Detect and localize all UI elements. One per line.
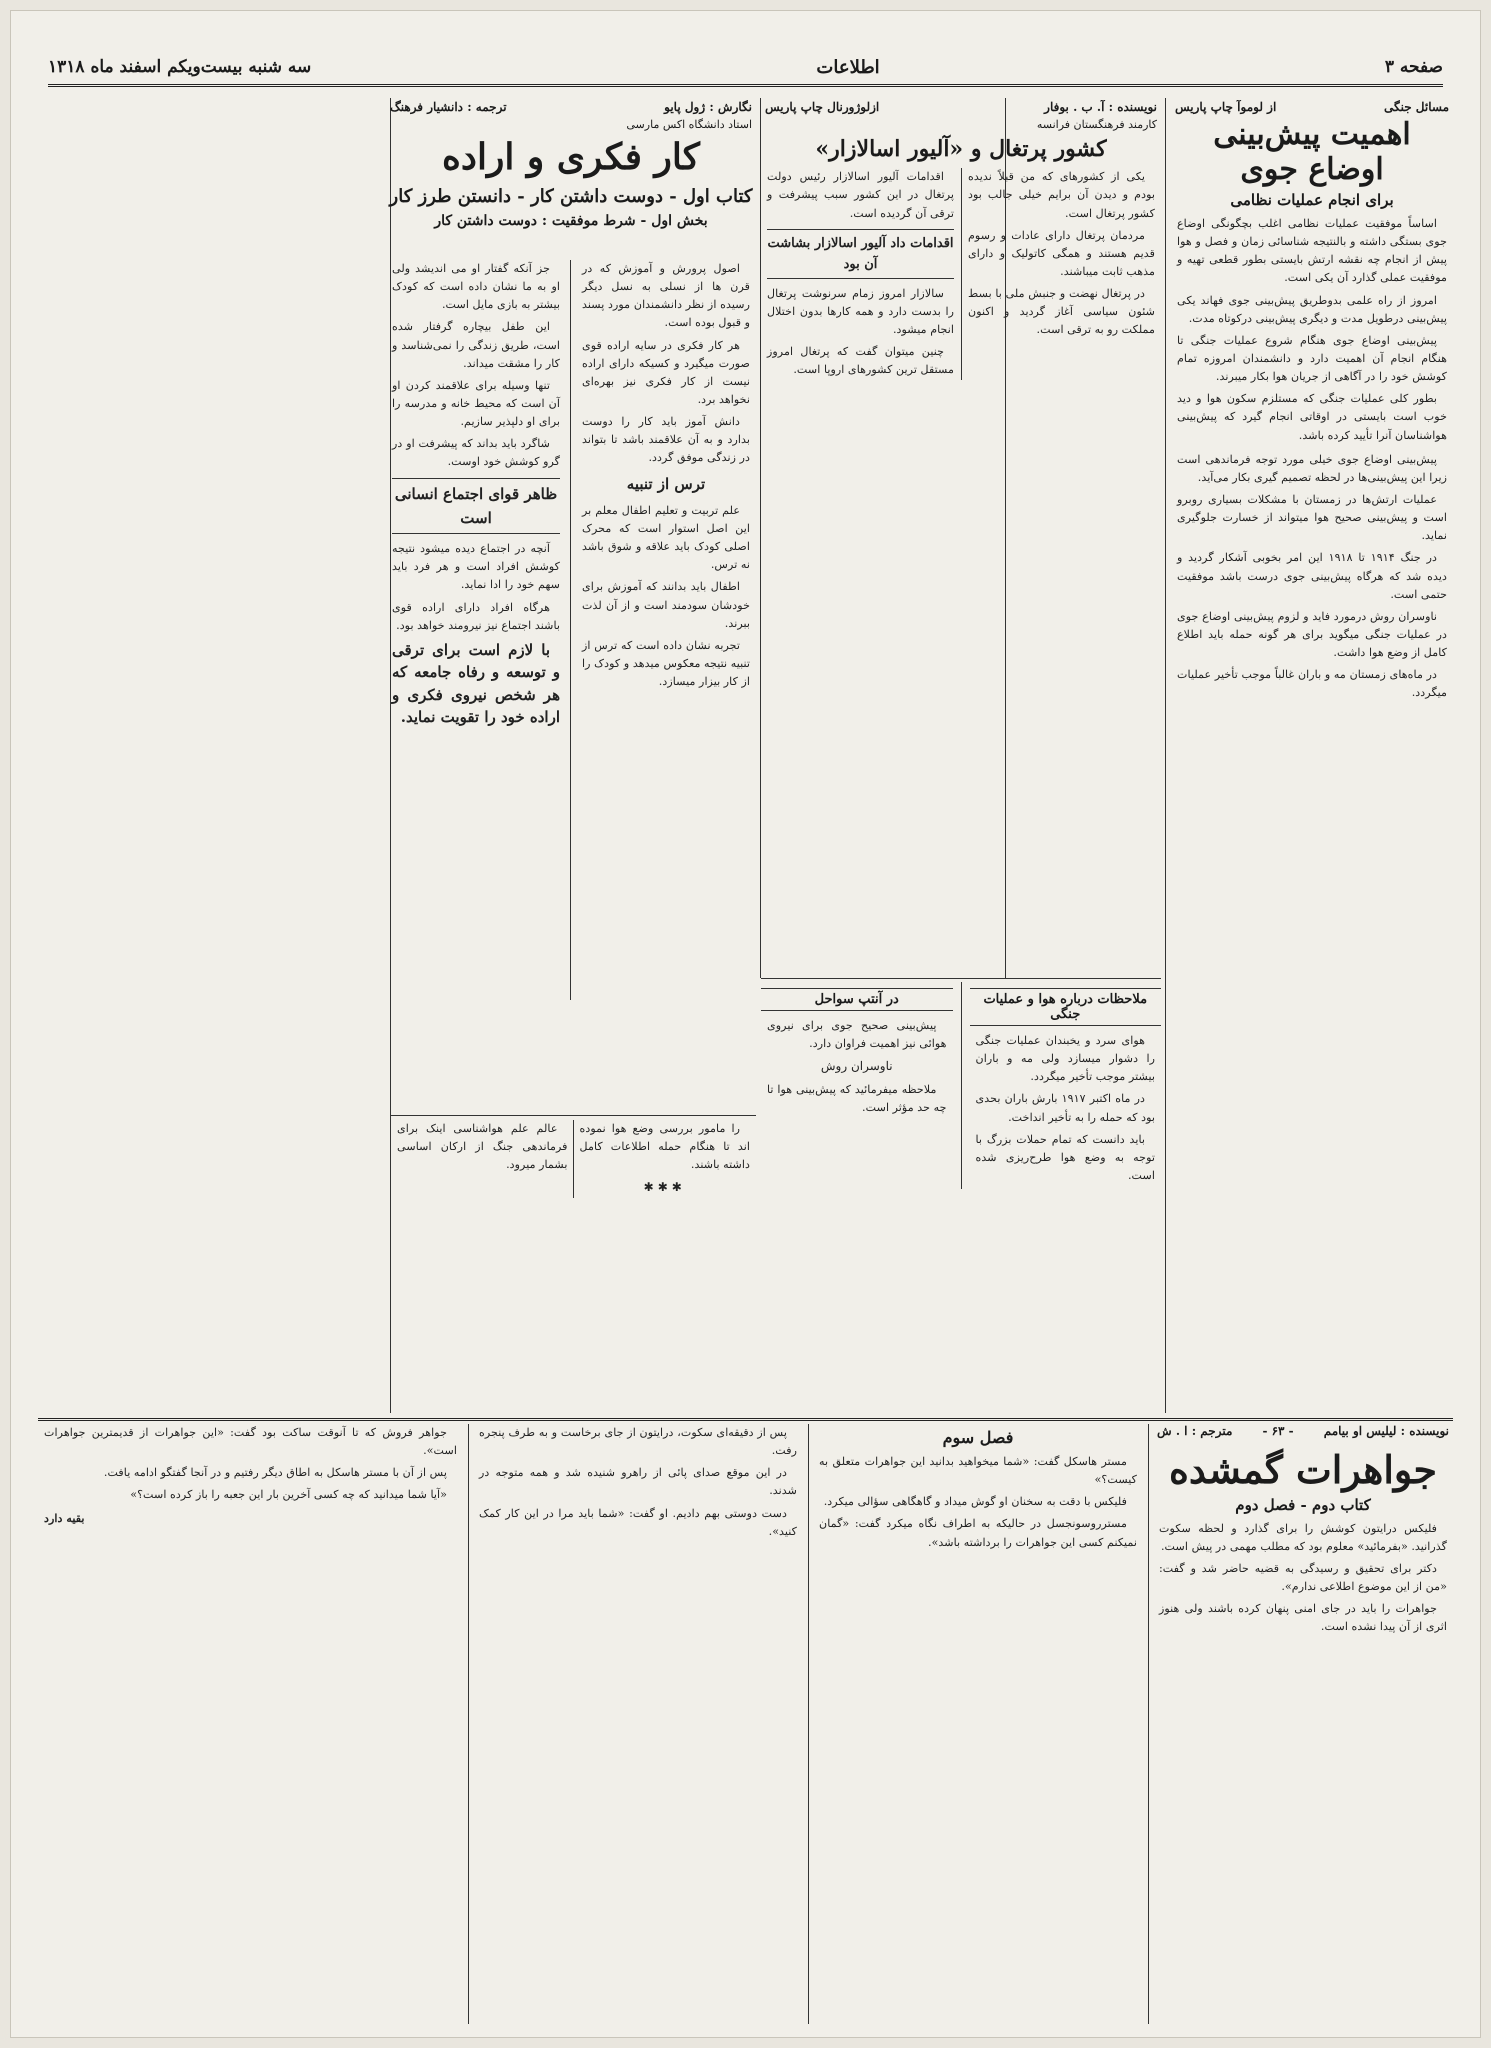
- paragraph: هر کار فکری در سایه اراده قوی صورت میگیرد و کسیکه دارای اراده نیست از کار فکری نیز بهره‌ای نخواهد برد.: [582, 338, 750, 406]
- paragraph: اقدامات آلیور اسالازار رئیس دولت پرتغال در این کشور سبب پیشرفت و ترقی آن گردیده است.: [767, 170, 954, 220]
- serial-body: [1153, 1520, 1453, 1637]
- source: از لوموآ چاپ پاریس: [1175, 100, 1277, 114]
- section-title: بخش اول - شرط موفقیت : دوست داشتن کار: [434, 213, 708, 230]
- paragraph: علم تربیت و تعلیم اطفال معلم بر این اصل استوار است که محرک اصلی کودک باید علاقه و شوق باشد نه ترس.: [582, 503, 750, 572]
- serial-body: [473, 1424, 803, 1541]
- paragraph: تنها وسیله برای علاقمند کردن او آن است که محیط خانه و مدرسه را برای او دلپذیر سازیم.: [392, 378, 560, 429]
- note-heading: ناوسران روش: [820, 1059, 893, 1074]
- column-rule: [1148, 1424, 1149, 2024]
- paragraph: ناوسران روش درمورد فاید و لزوم پیش‌بینی اوضاع جوی در عملیات جنگی میگوید برای هر گونه حمله باید اطلاع کامل از وضع هوا داشت.: [1177, 609, 1447, 660]
- box-body: [761, 1017, 953, 1117]
- author: نویسنده : آ. ب . بوفار: [1044, 100, 1157, 114]
- column-rule: [1165, 98, 1166, 1413]
- paragraph: فلیکس با دقت به سخنان او گوش میداد و گاهگاهی سؤالی میکرد.: [823, 1495, 1127, 1509]
- page-number: صفحه ۳: [1384, 57, 1443, 77]
- inline-heading: ظاهر قوای اجتماع انسانی است: [392, 478, 560, 535]
- headline: کشور پرتغال و «آلیور اسالازار»: [815, 136, 1107, 162]
- serial-lost-jewels-col1: [1153, 1424, 1453, 2024]
- paragraph: پیش‌بینی اوضاع جوی خیلی مورد توجه فرماندهی است زیرا این پیش‌بینی‌ها در لحظه تصمیم گیری بکار می‌آید.: [1177, 452, 1447, 484]
- paragraph: بطور کلی عملیات جنگی که مستلزم سکون هوا و دید خوب است بایستی در اوقاتی انجام گیرد که پیش‌بینی هواشناسان آنرا تأیید کرده باشد.: [1177, 392, 1447, 442]
- serial-title: جواهرات گمشده: [1168, 1447, 1438, 1492]
- paragraph: جواهر فروش که تا آنوقت ساکت بود گفت: «این جواهرات از قدیمترین جواهرات است».: [44, 1426, 457, 1458]
- article-body: [1171, 215, 1453, 445]
- serial-lost-jewels-col2: [813, 1424, 1143, 2024]
- paragraph: اطفال باید بدانند که آموزش برای خودشان سودمند است و از آن لذت ببرند.: [582, 580, 750, 630]
- bold-paragraph: با لازم است برای ترقی و توسعه و رفاه جامعه که هر شخص نیروی فکری و اراده خود را تقویت نماید.: [392, 640, 560, 727]
- masthead: [48, 50, 1443, 87]
- source: ازلوژورنال چاپ پاریس: [765, 100, 880, 114]
- issue-date: سه شنبه بیست‌ویکم اسفند ماه ۱۳۱۸: [48, 57, 312, 77]
- serial-number: - ۶۳ -: [1262, 1424, 1294, 1438]
- book-part: کتاب اول - دوست داشتن کار - دانستن طرز کار: [389, 186, 753, 208]
- paragraph: تجربه نشان داده است که ترس از تنبیه نتیجه معکوس میدهد و کودک را از کار بیزار میسازد.: [582, 638, 750, 689]
- chapter-title: فصل سوم: [942, 1428, 1014, 1447]
- subsection-title: ترس از تنبیه: [626, 474, 706, 493]
- paragraph: یکی از کشورهای که من قبلاً ندیده بودم و دیدن آن برایم خیلی جالب بود کشور پرتغال است.: [968, 170, 1155, 220]
- paragraph: مردمان پرتغال دارای عادات و رسوم قدیم هستند و همگی کاتولیک و دارای مذهب ثابت میباشند.: [968, 228, 1155, 278]
- paragraph: مستر هاسکل گفت: «شما میخواهید بدانید این جواهرات متعلق به کیست؟»: [819, 1455, 1137, 1487]
- serial-divider: [38, 1418, 1453, 1421]
- serial-translator: مترجم : ا . ش: [1157, 1424, 1233, 1438]
- paragraph: عالم علم هواشناسی اینک برای فرماندهی جنگ از ارکان اساسی بشمار میرود.: [397, 1122, 568, 1172]
- paragraph: «آیا شما میدانید که چه کسی آخرین بار این جعبه را باز کرده است؟»: [130, 1488, 447, 1502]
- article-body: [761, 168, 1161, 379]
- paper-name: اطلاعات: [816, 56, 880, 78]
- paragraph: دانش آموز باید کار را دوست بدارد و به آن علاقمند باشد تا بتواند در زندگی موفق گردد.: [582, 415, 750, 465]
- column-rule: [468, 1424, 469, 2024]
- box-body: [970, 1032, 1162, 1185]
- column-rule: [961, 982, 962, 1189]
- article-body: [576, 260, 756, 691]
- serial-part: کتاب دوم - فصل دوم: [1235, 1495, 1371, 1514]
- paragraph: را مامور بررسی وضع هوا نموده اند تا هنگام حمله اطلاعات کامل داشته باشند.: [579, 1122, 750, 1172]
- paragraph: جز آنکه گفتار او می اندیشد ولی او به ما نشان داده است که کودک بیشتر به بازی مایل است.: [392, 262, 560, 312]
- article-weather-forecast: [1171, 100, 1453, 1410]
- article-body: [386, 260, 566, 729]
- paragraph: دست دوستی بهم دادیم. او گفت: «شما باید مرا در این کار کمک کنید».: [479, 1506, 797, 1538]
- paragraph: چنین میتوان گفت که پرتغال امروز مستقل ترین کشورهای اروپا است.: [767, 345, 954, 377]
- paragraph: هوای سرد و یخبندان عملیات جنگی را دشوار میسازد ولی مه و باران بیشتر موجب تأخیر میگردد.: [975, 1034, 1155, 1084]
- paragraph: پیش‌بینی اوضاع جوی هنگام شروع عملیات جنگی تا هنگام انجام آن اهمیت دارد و دانشمندان امروزه تمام کوشش خود را در آگاهی از جریان هوا بکار میبرند.: [1177, 333, 1447, 384]
- headline: اهمیت پیش‌بینی اوضاع جوی: [1213, 117, 1411, 187]
- box-heading: ملاحظات درباره هوا و عملیات جنگی: [970, 988, 1162, 1026]
- headline: کار فکری و اراده: [442, 136, 700, 178]
- serial-author: نویسنده : لیلیس او بیامم: [1323, 1424, 1449, 1438]
- subheadline: برای انجام عملیات نظامی: [1230, 191, 1394, 209]
- serial-lost-jewels-col4: [38, 1424, 463, 2024]
- continuation-body: [391, 1120, 756, 1198]
- paragraph: در این موقع صدای پائی از راهرو شنیده شد و همه متوجه در شدند.: [479, 1466, 797, 1498]
- paragraph: پس از آن با مستر هاسکل به اطاق دیگر رفتیم و در آنجا گفتگو ادامه یافت.: [103, 1466, 447, 1480]
- paragraph: ملاحظه میفرمائید که پیش‌بینی هوا تا چه حد مؤثر است.: [767, 1082, 947, 1114]
- article-body-continued: [1171, 451, 1453, 703]
- paragraph: پیش‌بینی صحیح جوی برای نیروی هوائی نیز اهمیت فراوان دارد.: [767, 1019, 947, 1051]
- continued-note: بقیه دارد: [44, 1510, 85, 1525]
- paragraph: در ماه‌های زمستان مه و باران غالباً موجب تأخیر عملیات میگردد.: [1177, 668, 1447, 700]
- article-continuation: [391, 1120, 756, 1410]
- serial-body: [38, 1424, 463, 1527]
- inline-heading: اقدامات داد آلیور اسالازار بشاشت آن بود: [767, 229, 954, 279]
- serial-body: [813, 1453, 1143, 1552]
- section-rule: [391, 1115, 756, 1116]
- article-mental-work-col2: [386, 260, 566, 1000]
- kicker: مسائل جنگی: [1383, 100, 1449, 114]
- paragraph: اساساً موفقیت عملیات نظامی اغلب بچگونگی اوضاع جوی بستگی داشته و بالنتیجه شناسائی زمان و فصل و هوا پیش از انجام چه نقشه ارتش بایستی بطور قطعی تهیه و موفقیت عملی گذارد آن یکی است.: [1177, 217, 1447, 285]
- paragraph: این طفل بیچاره گرفتار شده است، طریق زندگی را نمی‌شناسد و کار را مشقت میداند.: [392, 320, 560, 370]
- separator-stars: ✱✱✱: [643, 1180, 686, 1195]
- paragraph: پس از دقیقه‌ای سکوت، درایتون از جای برخاست و به طرف پنجره رفت.: [479, 1426, 797, 1458]
- section-rule: [761, 978, 1161, 979]
- paragraph: در جنگ ۱۹۱۴ تا ۱۹۱۸ این امر بخوبی آشکار گردید و دیده شد که هرگاه پیش‌بینی جوی درست باشد موفقیت حتمی است.: [1177, 551, 1447, 601]
- column-rule: [808, 1424, 809, 2024]
- paragraph: در ماه اکتبر ۱۹۱۷ بارش باران بحدی بود که حمله را به تأخیر انداخت.: [975, 1092, 1155, 1124]
- newspaper-page: [10, 10, 1481, 2038]
- paragraph: هرگاه افراد دارای اراده قوی باشند اجتماع نیز نیرومند خواهد بود.: [392, 600, 560, 632]
- serial-lost-jewels-col3: [473, 1424, 803, 2024]
- paragraph: آنچه در اجتماع دیده میشود نتیجه کوشش افراد است و هر فرد باید سهم خود را ادا نماید.: [392, 542, 560, 592]
- paragraph: شاگرد باید بداند که پیشرفت او در گرو کوشش خود اوست.: [392, 437, 560, 469]
- author-title: کارمند فرهنگستان فرانسه: [1036, 118, 1157, 131]
- author-title: استاد دانشگاه اکس مارسی: [626, 118, 752, 131]
- paragraph: عملیات ارتش‌ها در زمستان با مشکلات بسیاری روبرو است و پیش‌بینی صحیح هوا میتواند از خسارت جلوگیری نماید.: [1177, 492, 1447, 543]
- paragraph: فلیکس درایتون کوشش را برای گذارد و لحظه سکوت گذرانید. «بفرمائید» معلوم بود که مطلب مهمی در پیش است.: [1159, 1521, 1447, 1553]
- paragraph: سالازار امروز زمام سرنوشت پرتغال را بدست دارد و همه کارها بدون اختلال انجام میشود.: [767, 286, 954, 337]
- column-rule: [570, 260, 571, 1000]
- paragraph: در پرتغال نهضت و جنبش ملی با بسط شئون سیاسی آغاز گردید و اکنون مملکت رو به ترقی است.: [968, 287, 1155, 337]
- box-heading: در آنتپ سواحل: [761, 988, 953, 1011]
- paragraph: امروز از راه علمی بدوطریق پیش‌بینی جوی فهاند یکی پیش‌بینی درطویل مدت و دیگری پیش‌بینی درکوتاه مدت.: [1177, 293, 1447, 325]
- article-weather-notes: [761, 982, 1161, 1412]
- paragraph: دکتر برای تحقیق و رسیدگی به قضیه حاضر شد و گفت: «من از این موضوع اطلاعی ندارم».: [1159, 1561, 1447, 1594]
- paragraph: باید دانست که تمام حملات بزرگ با توجه به وضع هوا طرح‌ریزی شده است.: [975, 1132, 1155, 1182]
- article-portugal: [761, 100, 1161, 975]
- paragraph: اصول پرورش و آموزش که در قرن ها از نسلی به نسل دیگر رسیده از نظر دانشمندان مورد پسند و قبول بوده است.: [582, 262, 750, 330]
- translator: ترجمه : دانشیار فرهنگ: [390, 100, 507, 114]
- paragraph: مسترروسونجسل در حالیکه به اطراف نگاه میکرد گفت: «گمان نمیکنم کسی این جواهرات را برداشته باشد».: [819, 1517, 1137, 1549]
- paragraph: جواهرات را باید در جای امنی پنهان کرده باشند ولی هنوز اثری از آن پیدا نشده است.: [1159, 1602, 1447, 1634]
- author: نگارش : ژول پایو: [664, 100, 752, 114]
- article-mental-work-col1: [576, 260, 756, 1000]
